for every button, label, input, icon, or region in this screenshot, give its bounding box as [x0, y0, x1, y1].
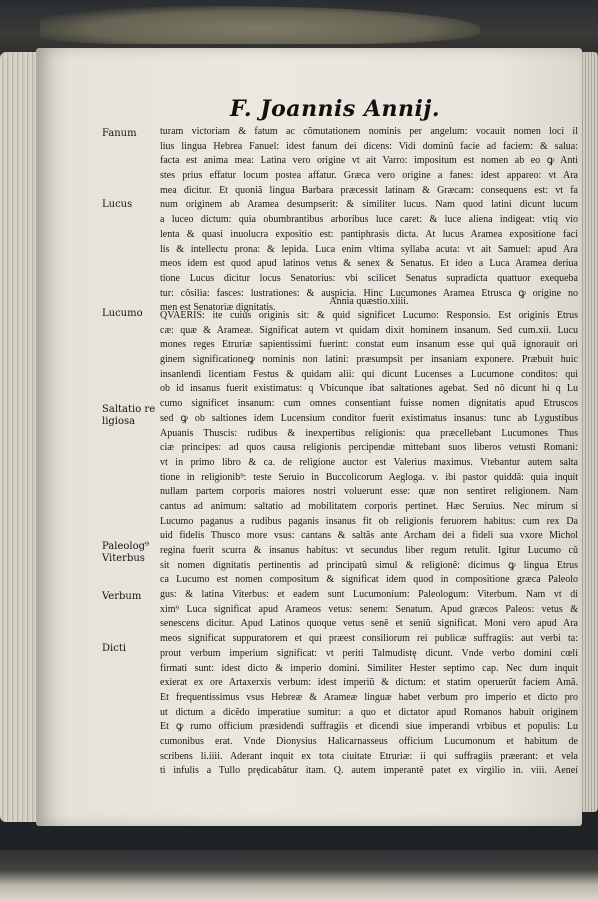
- text-line: cæ: quæ & Arameæ. Significat autem vt quidam dixit hominem insanum. Sed cum.xii. Lucu: [160, 324, 578, 336]
- margin-note-verbum: Verbum: [102, 591, 142, 602]
- text-line: regina fuerit scurra & insanus habitus: vt secundus liber regum retulit. Igitur Lucumo cũ: [160, 545, 578, 556]
- text-line: facta est anima mea: Latina vero origine vt ait Varro: impositum est nomen ab eo ꝙ Anti: [160, 155, 578, 167]
- text-line: num originem ab Aramea desumpserit: & similiter lucus. Nam quod latini dicunt lucum: [160, 199, 578, 211]
- text-line: lenta & quasi inuolucra expositio est: pantiphrasis dicta. At lucus Aramea expositione faci: [160, 228, 578, 240]
- margin-note-lucus: Lucus: [102, 199, 133, 210]
- text-line: a luceo dictum: quia obumbrantibus arboribus luce caret: & luce aliena indigeat: vtiq vio: [160, 214, 578, 226]
- text-line: cumonibus erat. Vnde Dionysius Halicarnasseus officium Lucumonum et habitum de: [160, 735, 578, 747]
- text-line: Lucumo paganus a rudibus paganis insanus fit ob religionis feruorem habitus: cum rex Da: [160, 515, 578, 527]
- text-line: ti infulis a Tullo prędicabãtur itam. Q. autem imperantẽ patet ex virgilio in. viii. Aeneí: [160, 765, 578, 777]
- text-line: ob id insanus fuerit existimatus: q Vbicunque ibat saltationes agebat. Sed nõ dicunt hi q Lu: [160, 383, 578, 395]
- text-block-1: [160, 125, 578, 317]
- margin-note-dicti: Dicti: [102, 643, 127, 654]
- text-line: tione Lucus dicitur locus Senatorius: vbi scilicet Senatus supradicta quattuor exequeba: [160, 272, 578, 284]
- cloth-fold: [40, 6, 480, 44]
- text-line: mones reges Etruriæ sapientissimi fuerint: constat eum insanum esse qui quã ignorauit ori: [160, 339, 578, 351]
- text-line: cantus ad animum: saltatio ad mobilitatem corporis pertinet. Hæc Seruius. Nec mirum si: [160, 500, 578, 512]
- margin-note-religiosa: ligiosa: [102, 416, 136, 427]
- text-line: vt in primo libro & ca. de religione auctor est Valerius maximus. Vtebantur autem salta: [160, 456, 578, 468]
- text-line: tione in religionib⁹: teste Seruio in Buccolicorum Aegloga. v. ibi pastor quiddã: quia inquit: [160, 471, 578, 483]
- text-line: lius lingua Hebrea Fanuel: idest fanum dei dicens: Vidi dominũ facie ad faciem: & salua:: [160, 140, 578, 152]
- text-line: tur: cõsilia: fasces: lustrationes: & auspicia. Hinc Lucumones Aramea Etrusca ꝙ origine no: [160, 287, 578, 299]
- margin-note-fanum: Fanum: [102, 128, 137, 139]
- text-line: xim⁹ Luca significat apud Arameos vetus: senem: Senatum. Apud græcos Paleos: vetus &: [160, 603, 578, 615]
- text-line: stes prius effatur locum postea affatur. Græca vero origine a fanes: idest appareo: vt Ara: [160, 170, 578, 182]
- background-bottom: [0, 850, 598, 900]
- text-line: firmati sunt: idest dicto & imperio domini. Similiter Hester septimo cap. Nec dum inquit: [160, 662, 578, 674]
- text-line: ut dictum a dicẽdo imperatiue sumitur: a quo et dictator apud Romanos habuit originem: [160, 706, 578, 718]
- text-line: turam victoriam & fatum ac cõmutationem nominis per angelum: vocauit nomen loci il: [160, 126, 578, 137]
- text-line: lis & intellectu prona: & lepida. Luca enim vltima syllaba acuta: vt ait Samuel: apud Ara: [160, 243, 578, 255]
- margin-note-viterbus: Viterbus: [102, 553, 145, 564]
- text-line: mea dicitur. Et quoniã lingua Barbara præcessit latinam & Græcam: consequens est: vt fa: [160, 184, 578, 196]
- text-line: sed ꝙ ob saltiones idem Lucensium conditor fuerit existimatus insanus: tunc ab Lygustibus: [160, 412, 578, 424]
- text-line: meos idem est quod apud latinos vetus & senex & Senatus. Et ideo a Luca Aramea deriua: [160, 258, 578, 270]
- page-heading: F. Joannis Annij.: [230, 96, 440, 122]
- text-line: gus: & latina Viterbus: et eadem sunt Lucumonium: Paleologum: Viterbum. Nam vt di: [160, 589, 578, 601]
- text-line: QVAERIS: ite cuius originis sit: & quid significet Lucumo: Responsio. Est originis Etrus: [160, 310, 578, 321]
- margin-note-lucumo: Lucumo: [102, 308, 143, 319]
- text-line: Et frequentissimus vsus Hebreæ & Arameæ linguæ habet verbum pro imperio et dicto pro: [160, 691, 578, 703]
- text-line: Et ꝙ rumo officium præsidendi suffragiis et dicendi siue imperandi vrbibus et populis: Lu: [160, 721, 578, 733]
- text-line: insanlendi licentiam Festus & quidam alii: qui dicunt Lucenses a Lucumone conditos: qui: [160, 368, 578, 380]
- text-line: uid fidelis Thusco more vsus: cantans & saltãs ante Archam dei a fideli sua vxore Michol: [160, 530, 578, 542]
- text-line: men est Senatoriæ dignitatis.: [160, 302, 276, 314]
- text-line: cumo significet insanum: cum omnes consentiant fuisse nomen dignitatis apud Etruscos: [160, 398, 578, 410]
- text-line: ca Lucumo est nomen compositum & significat idem quod in compositione græca Paleolo: [160, 574, 578, 586]
- text-line: meos significat suppuratorem et qui præest consiliorum rei publicæ suffragiis: aut verbi ta:: [160, 633, 578, 645]
- text-line: nullam partem corporis maiores nostri voluerunt esse: quæ non sentiret religionem. Nam: [160, 486, 578, 498]
- margin-note-paleologus: Paleolog⁹: [102, 541, 150, 552]
- text-line: exierat ex ore Artaxerxis verbum: idest imperiũ & dictum: et statim operuerũt faciem Amã.: [160, 677, 578, 689]
- text-line: ginem significationeꝙ nominis non latini: præsumpsit per insaniam exponere. Præbuit huic: [160, 354, 578, 366]
- text-line: senescens dicitur. Apud Latinos quoque vetus senẽ et seniũ significat. Moni vero apud Ara: [160, 618, 578, 630]
- text-line: ciæ principes: ad quos causa religionis percipendæ mittebant suos liberos vetusti Romani:: [160, 442, 578, 454]
- page-edges-right: [580, 52, 598, 812]
- text-line: Apuanis Thuscis: rudibus & inexpertibus religionis: qua præcellebant Lucumones Thus: [160, 427, 578, 439]
- section-title: Annia quæstio.xiiii.: [329, 296, 409, 307]
- text-block-2: [160, 309, 578, 781]
- page-edges-left: [0, 52, 40, 822]
- text-line: sit nomen dignitatis pertinentis ad principatũ simul & religionẽ: dicimus ꝙ lingua Etrus: [160, 559, 578, 571]
- margin-note-saltatio: Saltatio re: [102, 404, 156, 415]
- text-line: prout verbum imperium significat: vt periti Talmudistę dicunt. Vnde verbo domini cœli: [160, 647, 578, 659]
- text-line: scribens li.iiii. Aderant inquit ex tota ciuitate Etruriæ: ii qui suffragiis præerant: et vela: [160, 750, 578, 762]
